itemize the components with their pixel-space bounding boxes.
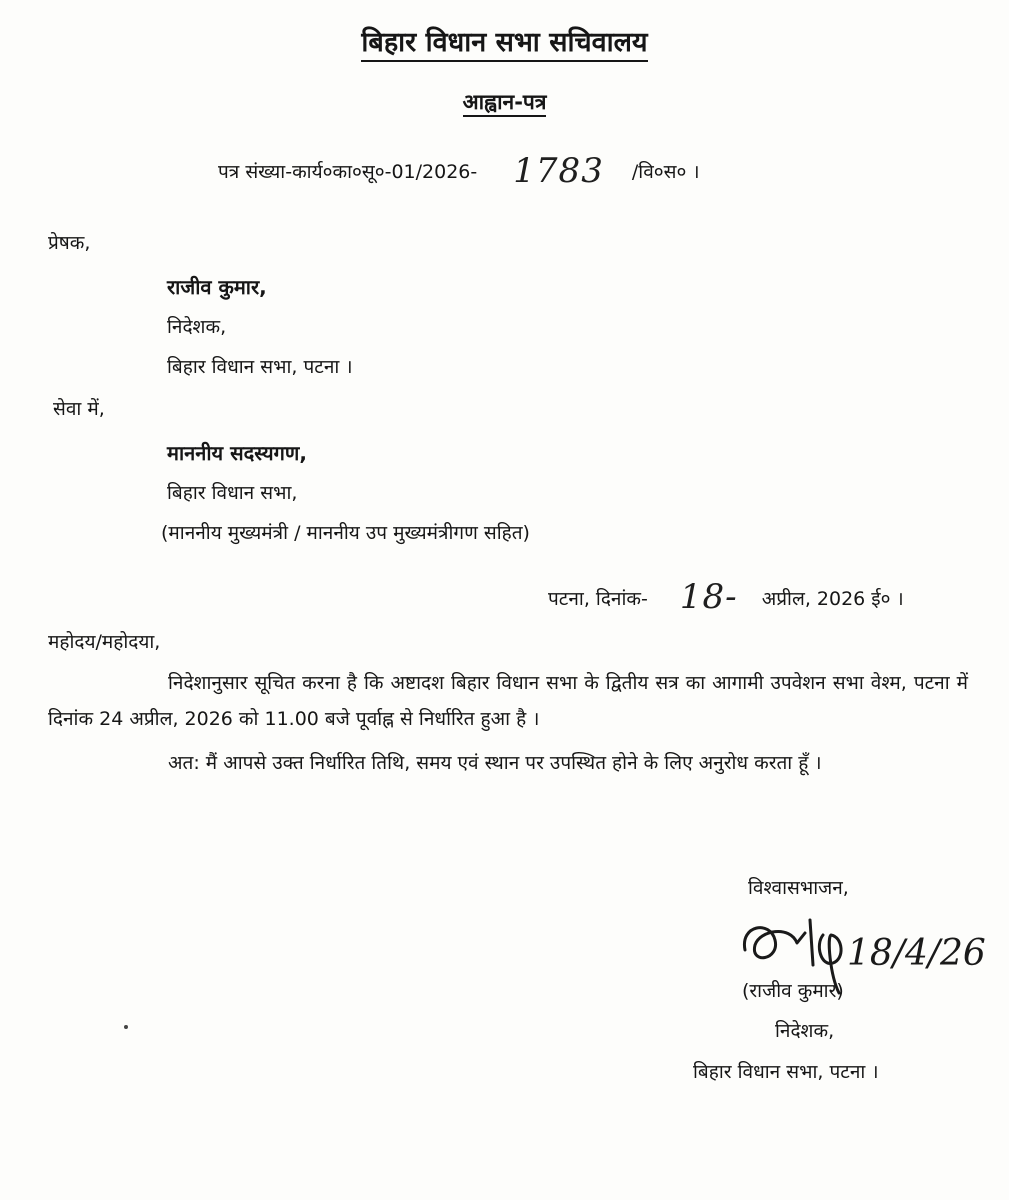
- reference-prefix: पत्र संख्या-कार्य०का०सू०-01/2026-: [218, 161, 478, 183]
- date-line: [548, 574, 904, 617]
- speck: [124, 1025, 128, 1029]
- recipient-label: सेवा में,: [53, 398, 105, 420]
- date-day-handwritten: 18-: [679, 577, 738, 617]
- date-prefix: पटना, दिनांक-: [548, 588, 648, 610]
- document-subtitle: आह्वान-पत्र: [0, 88, 1009, 116]
- sender-name: राजीव कुमार,: [167, 275, 267, 299]
- reference-line: [218, 147, 700, 191]
- body-paragraph-1: निदेशानुसार सूचित करना है कि अष्टादश बिहार विधान सभा के द्वितीय सत्र का आगामी उपवेशन सभा वेश्म, पटना में दिनांक 24 अप्रील, 2026 को 11.00 बजे पूर्वाह्न से निर्धारित हुआ है ।: [48, 672, 968, 730]
- recipient-note: (माननीय मुख्यमंत्री / माननीय उप मुख्यमंत्रीगण सहित): [161, 522, 530, 544]
- sender-designation: निदेशक,: [167, 316, 227, 338]
- signature-date: 18/4/26: [847, 933, 986, 974]
- sender-office: बिहार विधान सभा, पटना ।: [167, 356, 353, 378]
- recipient-name: माननीय सदस्यगण,: [167, 441, 307, 465]
- recipient-office: बिहार विधान सभा,: [167, 482, 298, 504]
- date-suffix: अप्रील, 2026 ई० ।: [761, 588, 904, 610]
- closing-office: बिहार विधान सभा, पटना ।: [693, 1061, 879, 1083]
- sender-label: प्रेषक,: [48, 232, 91, 254]
- closing-name: (राजीव कुमार): [742, 980, 844, 1002]
- reference-suffix: /वि०स० ।: [631, 161, 700, 183]
- document-title: बिहार विधान सभा सचिवालय: [0, 22, 1009, 59]
- reference-number-handwritten: 1783: [513, 151, 604, 191]
- salutation: महोदय/महोदया,: [48, 631, 161, 653]
- closing-designation: निदेशक,: [775, 1020, 835, 1042]
- body-paragraph-2: अत: मैं आपसे उक्त निर्धारित तिथि, समय एवं स्थान पर उपस्थित होने के लिए अनुरोध करता हूँ ।: [168, 752, 822, 774]
- complimentary-close: विश्वासभाजन,: [748, 877, 849, 899]
